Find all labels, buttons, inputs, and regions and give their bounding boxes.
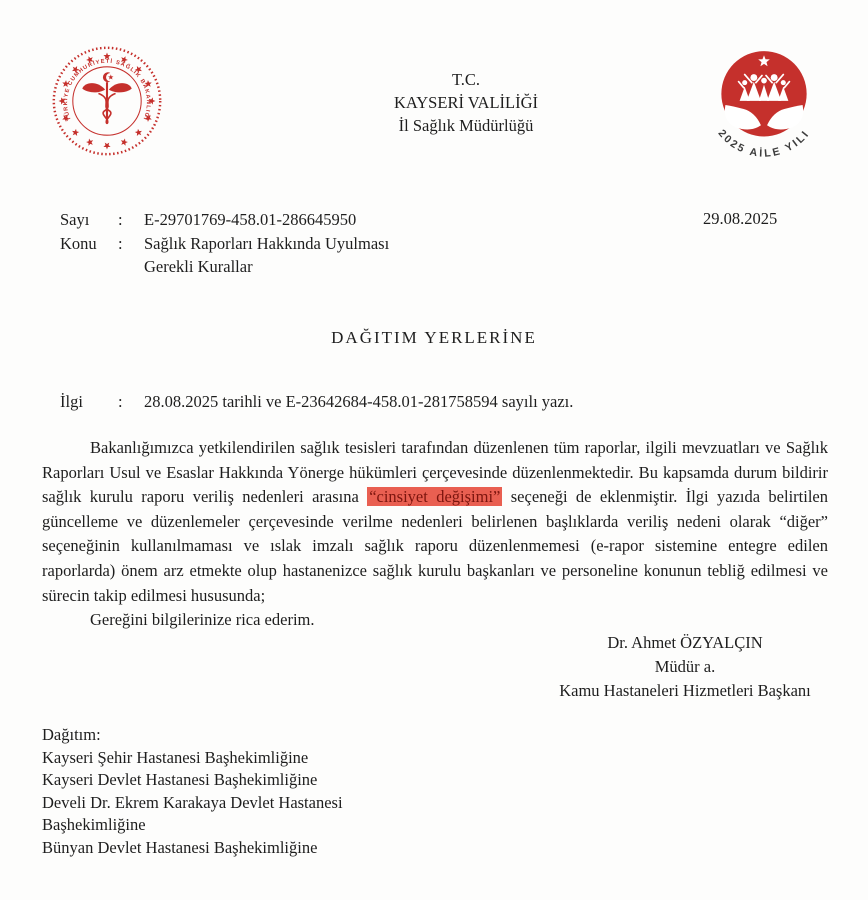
emblem-ring-text: TÜRKİYE CUMHURİYETİ SAĞLIK BAKANLIĞI [63, 58, 151, 122]
konu-row-wrap [60, 255, 389, 279]
signatory-name: Dr. Ahmet ÖZYALÇIN [607, 633, 763, 652]
konu-colon: : [118, 233, 123, 253]
distribution-block [42, 724, 444, 860]
signatory-title-1: Müdür a. [654, 657, 716, 676]
konu-row [60, 232, 389, 256]
konu-label: Konu [60, 233, 97, 253]
distribution-recipient: Develi Dr. Ekrem Karakaya Devlet Hastanesi Başhekimliğine [42, 792, 343, 835]
body-p1-part1: Bakanlığımızca yetkilendirilen sağlık tesisleri tarafından düzenlenen tüm raporlar, ilgili mevzuatları ve Sağlık Raporları Usul ve Esaslar Hakkında Yönerge hükümleri çerçevesinde düzenlenmektedir. Bu kapsamda durum bildirir sağlık kurulu raporu veriliş nedenleri arasına [42, 438, 828, 507]
sayi-label: Sayı [60, 210, 90, 229]
distribution-label: Dağıtım: [42, 725, 101, 744]
letterhead-directorate: İl Sağlık Müdürlüğü [398, 116, 534, 135]
highlighted-phrase: “cinsiyet değişimi” [369, 487, 501, 507]
2025-family-year-logo [698, 40, 830, 172]
sayi-row [60, 208, 389, 232]
ministry-of-health-logo [50, 44, 164, 158]
distribution-list [42, 747, 444, 860]
distribution-recipient: Kayseri Şehir Hastanesi Başhekimliğine [42, 747, 309, 767]
caduceus-icon [82, 72, 131, 123]
signatory-title-2: Kamu Hastaneleri Hizmetleri Başkanı [559, 681, 811, 700]
letterhead-governorship: KAYSERİ VALİLİĞİ [393, 93, 539, 112]
ilgi-label: İlgi [60, 392, 83, 411]
sayi-value: E-29701769-458.01-286645950 [144, 210, 357, 229]
ilgi-value: 28.08.2025 tarihli ve E-23642684-458.01-281758594 sayılı yazı. [144, 392, 574, 411]
distribution-recipient: Bünyan Devlet Hastanesi Başhekimliğine [42, 837, 318, 857]
distribution-recipient: Kayseri Devlet Hastanesi Başhekimliğine [42, 770, 318, 790]
family-logo-caption: 2025 AİLE YILI [715, 127, 813, 160]
body-p1-part2: seçeneği de eklenmiştir. İlgi yazıda belirtilen güncelleme ve düzenlemeler çerçevesinde verilme nedenleri belirlenen başlıklarda veriliş nedeni olarak “diğer” seçeneğinin kullanılmaması ve ıslak imzalı sağlık raporu düzenlenmemesi (e-rapor sistemine entegre edilen raporlarda) önem arz etmekte olup hastanenizce sağlık kurulu başkanları ve personeline konunun tebliğ edilmesi ve sürecin takip edilmesi hususunda; [42, 487, 828, 605]
document-meta [60, 208, 389, 279]
letter-body [42, 436, 828, 633]
sayi-colon: : [118, 210, 123, 229]
body-paragraph-1 [42, 436, 828, 608]
ilgi-colon: : [118, 392, 123, 411]
body-paragraph-2: Gereğini bilgilerinize rica ederim. [90, 610, 315, 630]
reference-block [60, 392, 573, 412]
signature-block [500, 631, 868, 703]
konu-value-line1: Sağlık Raporları Hakkında Uyulması [144, 233, 390, 253]
recipient-heading: DAĞITIM YERLERİNE [331, 328, 537, 347]
letterhead-tc: T.C. [451, 70, 481, 89]
letterhead-title [284, 68, 648, 137]
document-date: 29.08.2025 [703, 209, 778, 228]
konu-value-line2: Gerekli Kurallar [144, 257, 253, 276]
